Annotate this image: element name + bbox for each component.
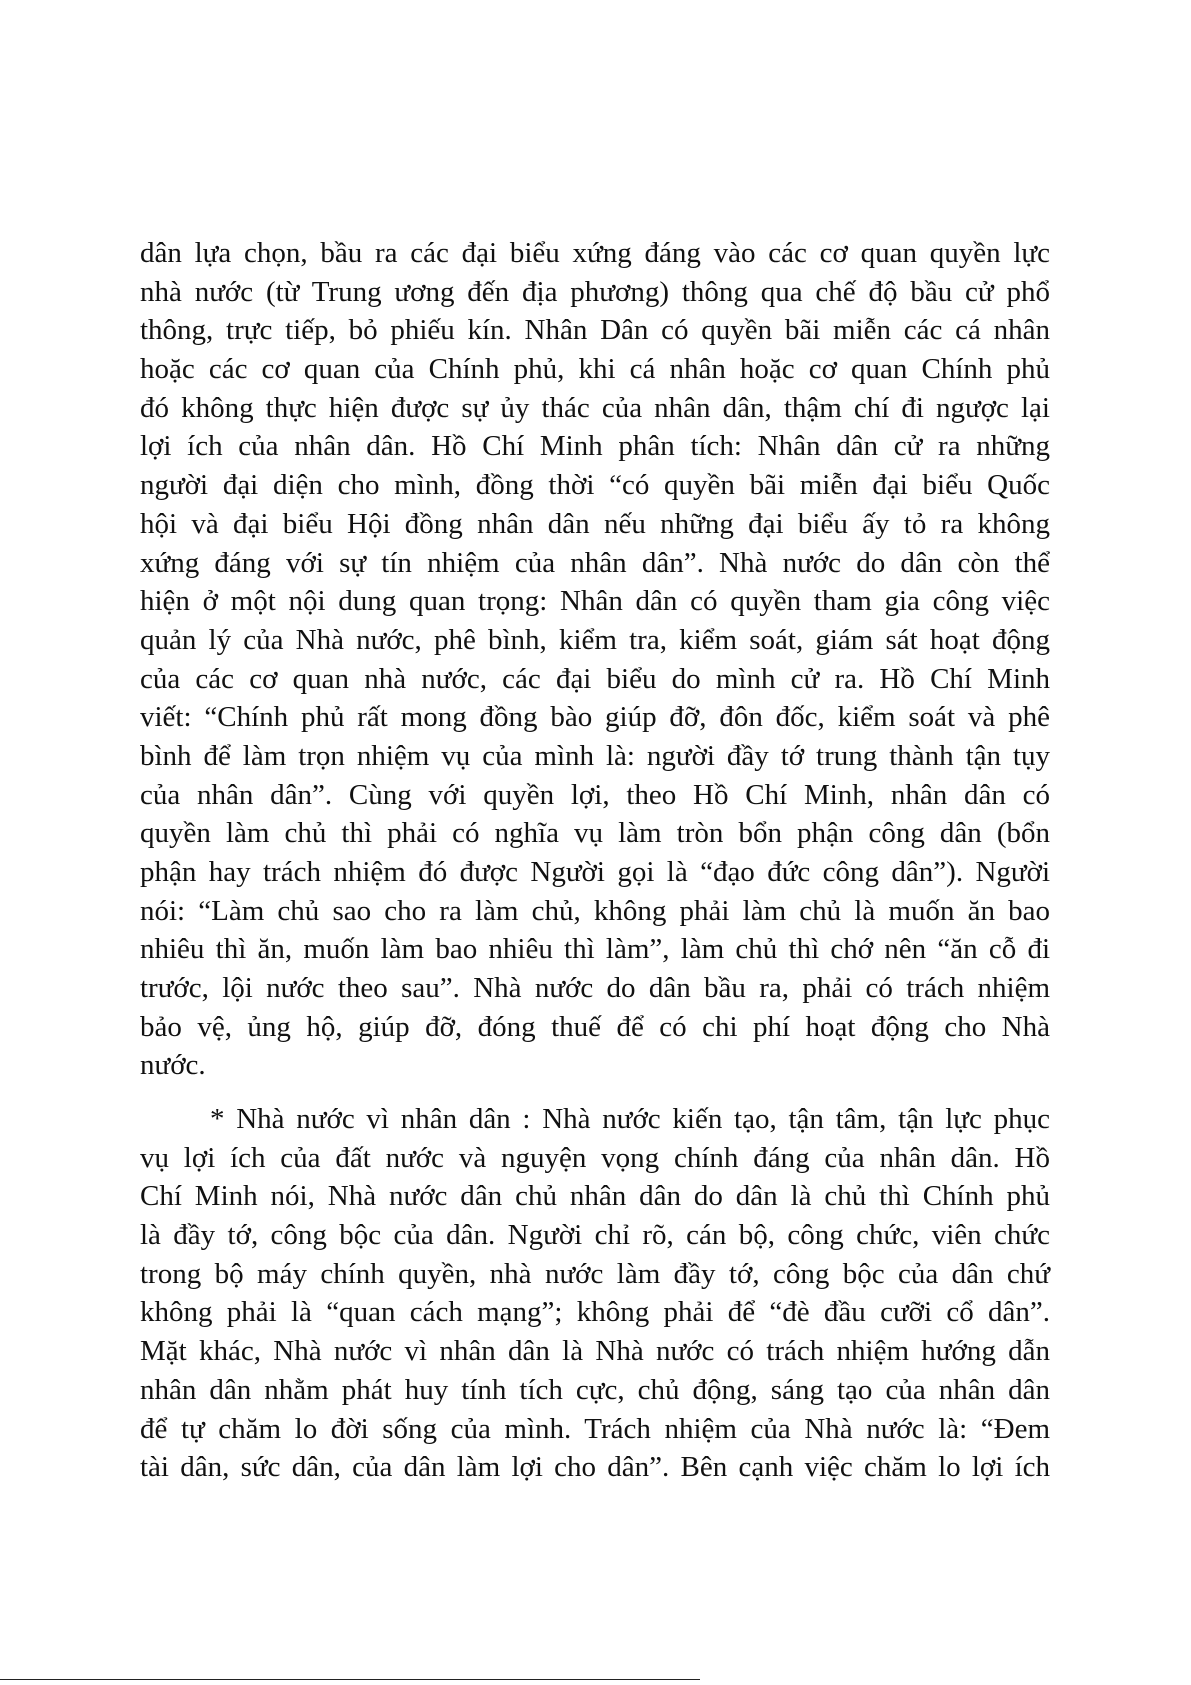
text-line: của các cơ quan nhà nước, các đại biểu do mình cử ra. Hồ Chí Minh xyxy=(140,662,1050,695)
text-line: nói: “Làm chủ sao cho ra làm chủ, không phải làm chủ là muốn ăn bao xyxy=(140,894,1050,927)
text-line: của nhân dân”. Cùng với quyền lợi, theo Hồ Chí Minh, nhân dân có xyxy=(140,778,1050,811)
text-line: người đại diện cho mình, đồng thời “có quyền bãi miễn đại biểu Quốc xyxy=(140,469,1050,502)
text-line: xứng đáng với sự tín nhiệm của nhân dân”. Nhà nước do dân còn thể xyxy=(140,546,1050,579)
text-line: trong bộ máy chính quyền, nhà nước làm đầy tớ, công bộc của dân chứ xyxy=(140,1257,1050,1290)
text-line: thông, trực tiếp, bỏ phiếu kín. Nhân Dân có quyền bãi miễn các cá nhân xyxy=(140,314,1050,347)
text-line: * Nhà nước vì nhân dân : Nhà nước kiến tạo, tận tâm, tận lực phục xyxy=(210,1103,1050,1135)
text-line: dân lựa chọn, bầu ra các đại biểu xứng đáng vào các cơ quan quyền lực xyxy=(140,237,1050,269)
text-line: đó không thực hiện được sự ủy thác của nhân dân, thậm chí đi ngược lại xyxy=(140,391,1050,424)
text-line: Chí Minh nói, Nhà nước dân chủ nhân dân do dân là chủ thì Chính phủ xyxy=(140,1180,1050,1213)
footnote-separator xyxy=(0,1679,700,1680)
text-line: phận hay trách nhiệm đó được Người gọi là “đạo đức công dân”). Người xyxy=(140,856,1050,888)
text-line: nước. xyxy=(140,1049,206,1082)
text-line: không phải là “quan cách mạng”; không phải để “đè đầu cưỡi cổ dân”. xyxy=(140,1296,1050,1329)
paragraph-2 xyxy=(140,1100,1050,1487)
text-line: nhà nước (từ Trung ương đến địa phương) thông qua chế độ bầu cử phổ xyxy=(140,275,1050,308)
text-line: bình để làm trọn nhiệm vụ của mình là: người đầy tớ trung thành tận tụy xyxy=(140,739,1050,772)
text-line: là đầy tớ, công bộc của dân. Người chỉ rõ, cán bộ, công chức, viên chức xyxy=(140,1219,1050,1252)
text-line: lợi ích của nhân dân. Hồ Chí Minh phân tích: Nhân dân cử ra những xyxy=(140,430,1050,463)
text-line: hiện ở một nội dung quan trọng: Nhân dân có quyền tham gia công việc xyxy=(140,585,1050,618)
text-line: tài dân, sức dân, của dân làm lợi cho dân”. Bên cạnh việc chăm lo lợi ích xyxy=(140,1451,1050,1484)
text-line: nhiêu thì ăn, muốn làm bao nhiêu thì làm”, làm chủ thì chớ nên “ăn cỗ đi xyxy=(140,933,1050,966)
text-line: trước, lội nước theo sau”. Nhà nước do dân bầu ra, phải có trách nhiệm xyxy=(140,972,1050,1005)
text-line: vụ lợi ích của đất nước và nguyện vọng chính đáng của nhân dân. Hồ xyxy=(140,1141,1050,1174)
text-line: hoặc các cơ quan của Chính phủ, khi cá nhân hoặc cơ quan Chính phủ xyxy=(140,353,1050,386)
text-line: viết: “Chính phủ rất mong đồng bào giúp đỡ, đôn đốc, kiểm soát và phê xyxy=(140,701,1050,734)
text-line: quyền làm chủ thì phải có nghĩa vụ làm tròn bổn phận công dân (bổn xyxy=(140,817,1050,850)
text-line: bảo vệ, ủng hộ, giúp đỡ, đóng thuế để có chi phí hoạt động cho Nhà xyxy=(140,1010,1050,1043)
text-line: Mặt khác, Nhà nước vì nhân dân là Nhà nước có trách nhiệm hướng dẫn xyxy=(140,1335,1050,1368)
paragraph-1 xyxy=(140,234,1050,1085)
text-line: nhân dân nhằm phát huy tính tích cực, chủ động, sáng tạo của nhân dân xyxy=(140,1373,1050,1406)
text-line: để tự chăm lo đời sống của mình. Trách nhiệm của Nhà nước là: “Đem xyxy=(140,1412,1050,1445)
text-line: hội và đại biểu Hội đồng nhân dân nếu những đại biểu ấy tỏ ra không xyxy=(140,507,1050,540)
text-line: quản lý của Nhà nước, phê bình, kiểm tra, kiểm soát, giám sát hoạt động xyxy=(140,623,1050,656)
